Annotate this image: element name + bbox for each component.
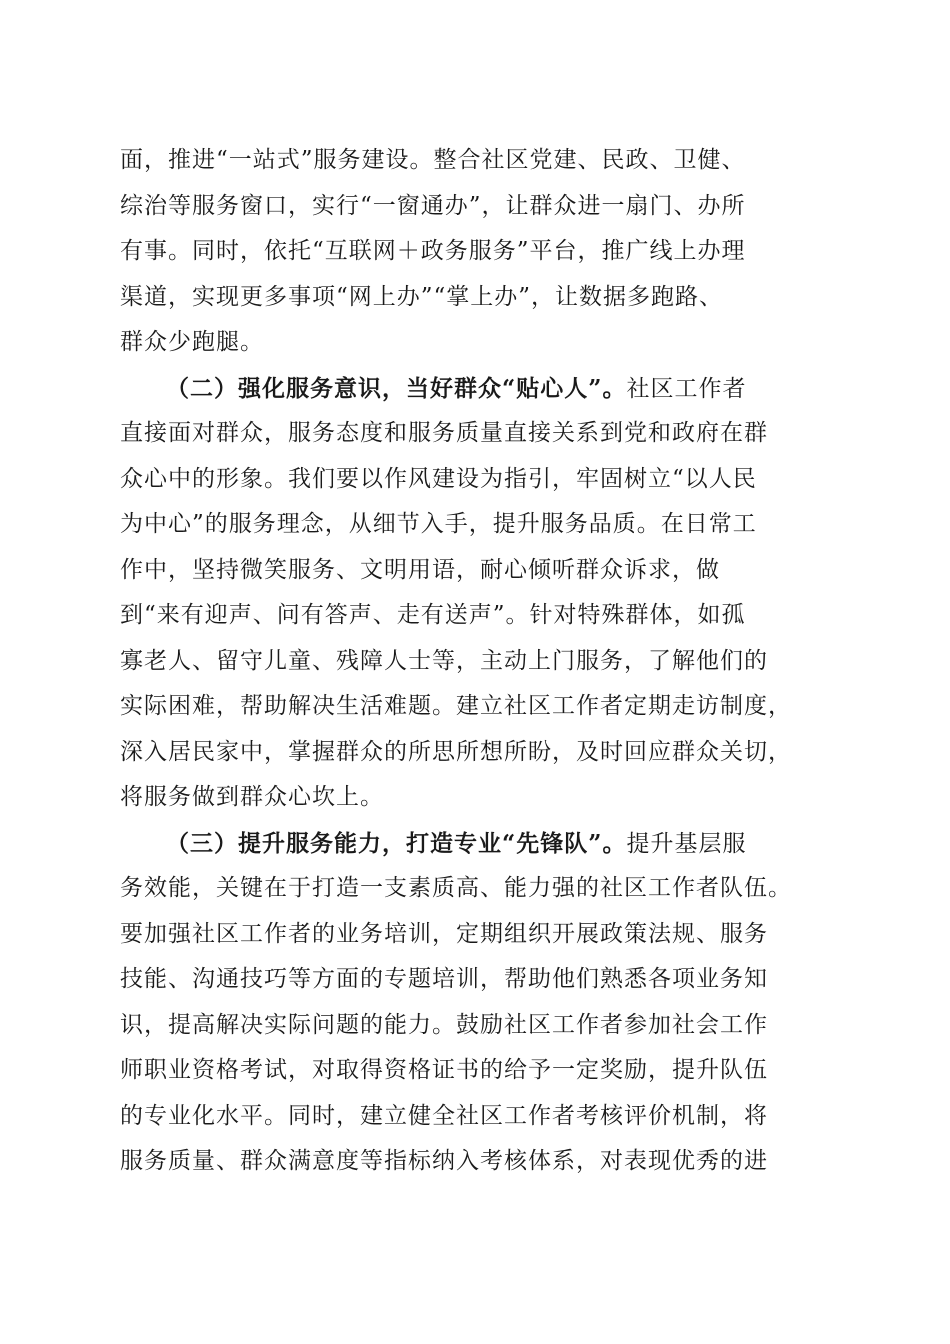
paragraph-3: [120, 821, 840, 1185]
section-heading-3: （三）提升服务能力，打造专业“先锋队”。: [166, 829, 627, 857]
text-line: 为中心”的服务理念，从细节入手，提升服务品质。在日常工: [120, 511, 757, 537]
text-line: 务效能，关键在于打造一支素质高、能力强的社区工作者队伍。: [120, 875, 792, 901]
paragraph-2: [120, 366, 840, 821]
text-line: 服务质量、群众满意度等指标纳入考核体系，对表现优秀的进: [120, 1148, 768, 1174]
text-line: 将服务做到群众心坎上。: [120, 784, 384, 810]
text-line: 面，推进“一站式”服务建设。整合社区党建、民政、卫健、: [120, 147, 746, 173]
text-line: 师职业资格考试，对取得资格证书的给予一定奖励，提升队伍: [120, 1057, 768, 1083]
text-line: 技能、沟通技巧等方面的专题培训，帮助他们熟悉各项业务知: [120, 966, 768, 992]
paragraph-3-first-line: [120, 821, 840, 867]
text-line: 要加强社区工作者的业务培训，定期组织开展政策法规、服务: [120, 920, 768, 947]
text-line: 寡老人、留守儿童、残障人士等，主动上门服务，了解他们的: [120, 647, 768, 674]
text-line: 渠道，实现更多事项“网上办”“掌上办”，让数据多跑路、: [120, 283, 724, 310]
text-run: 社区工作者: [626, 375, 747, 402]
paragraph-1: [120, 138, 840, 366]
paragraph-2-first-line: [120, 366, 840, 412]
text-line: 群众少跑腿。: [120, 329, 264, 355]
text-line: 作中，坚持微笑服务、文明用语，耐心倾听群众诉求，做: [120, 556, 720, 583]
text-line: 有事。同时，依托“互联网＋政务服务”平台，推广线上办理: [120, 238, 746, 264]
text-line: 到“来有迎声、问有答声、走有送声”。针对特殊群体，如孤: [120, 602, 746, 628]
text-line: 众心中的形象。我们要以作风建设为指引，牢固树立“以人民: [120, 465, 757, 492]
text-line: 的专业化水平。同时，建立健全社区工作者考核评价机制，将: [120, 1102, 768, 1129]
text-line: 实际困难，帮助解决生活难题。建立社区工作者定期走访制度，: [120, 693, 792, 719]
text-line: 综治等服务窗口，实行“一窗通办”，让群众进一扇门、办所: [120, 192, 746, 219]
section-heading-2: （二）强化服务意识，当好群众“贴心人”。: [166, 374, 627, 402]
text-run: 提升基层服: [626, 830, 747, 857]
text-line: 识，提高解决实际问题的能力。鼓励社区工作者参加社会工作: [120, 1011, 768, 1038]
text-line: 深入居民家中，掌握群众的所思所想所盼，及时回应群众关切，: [120, 738, 792, 765]
text-line: 直接面对群众，服务态度和服务质量直接关系到党和政府在群: [120, 420, 768, 446]
body-text: [120, 138, 840, 1185]
